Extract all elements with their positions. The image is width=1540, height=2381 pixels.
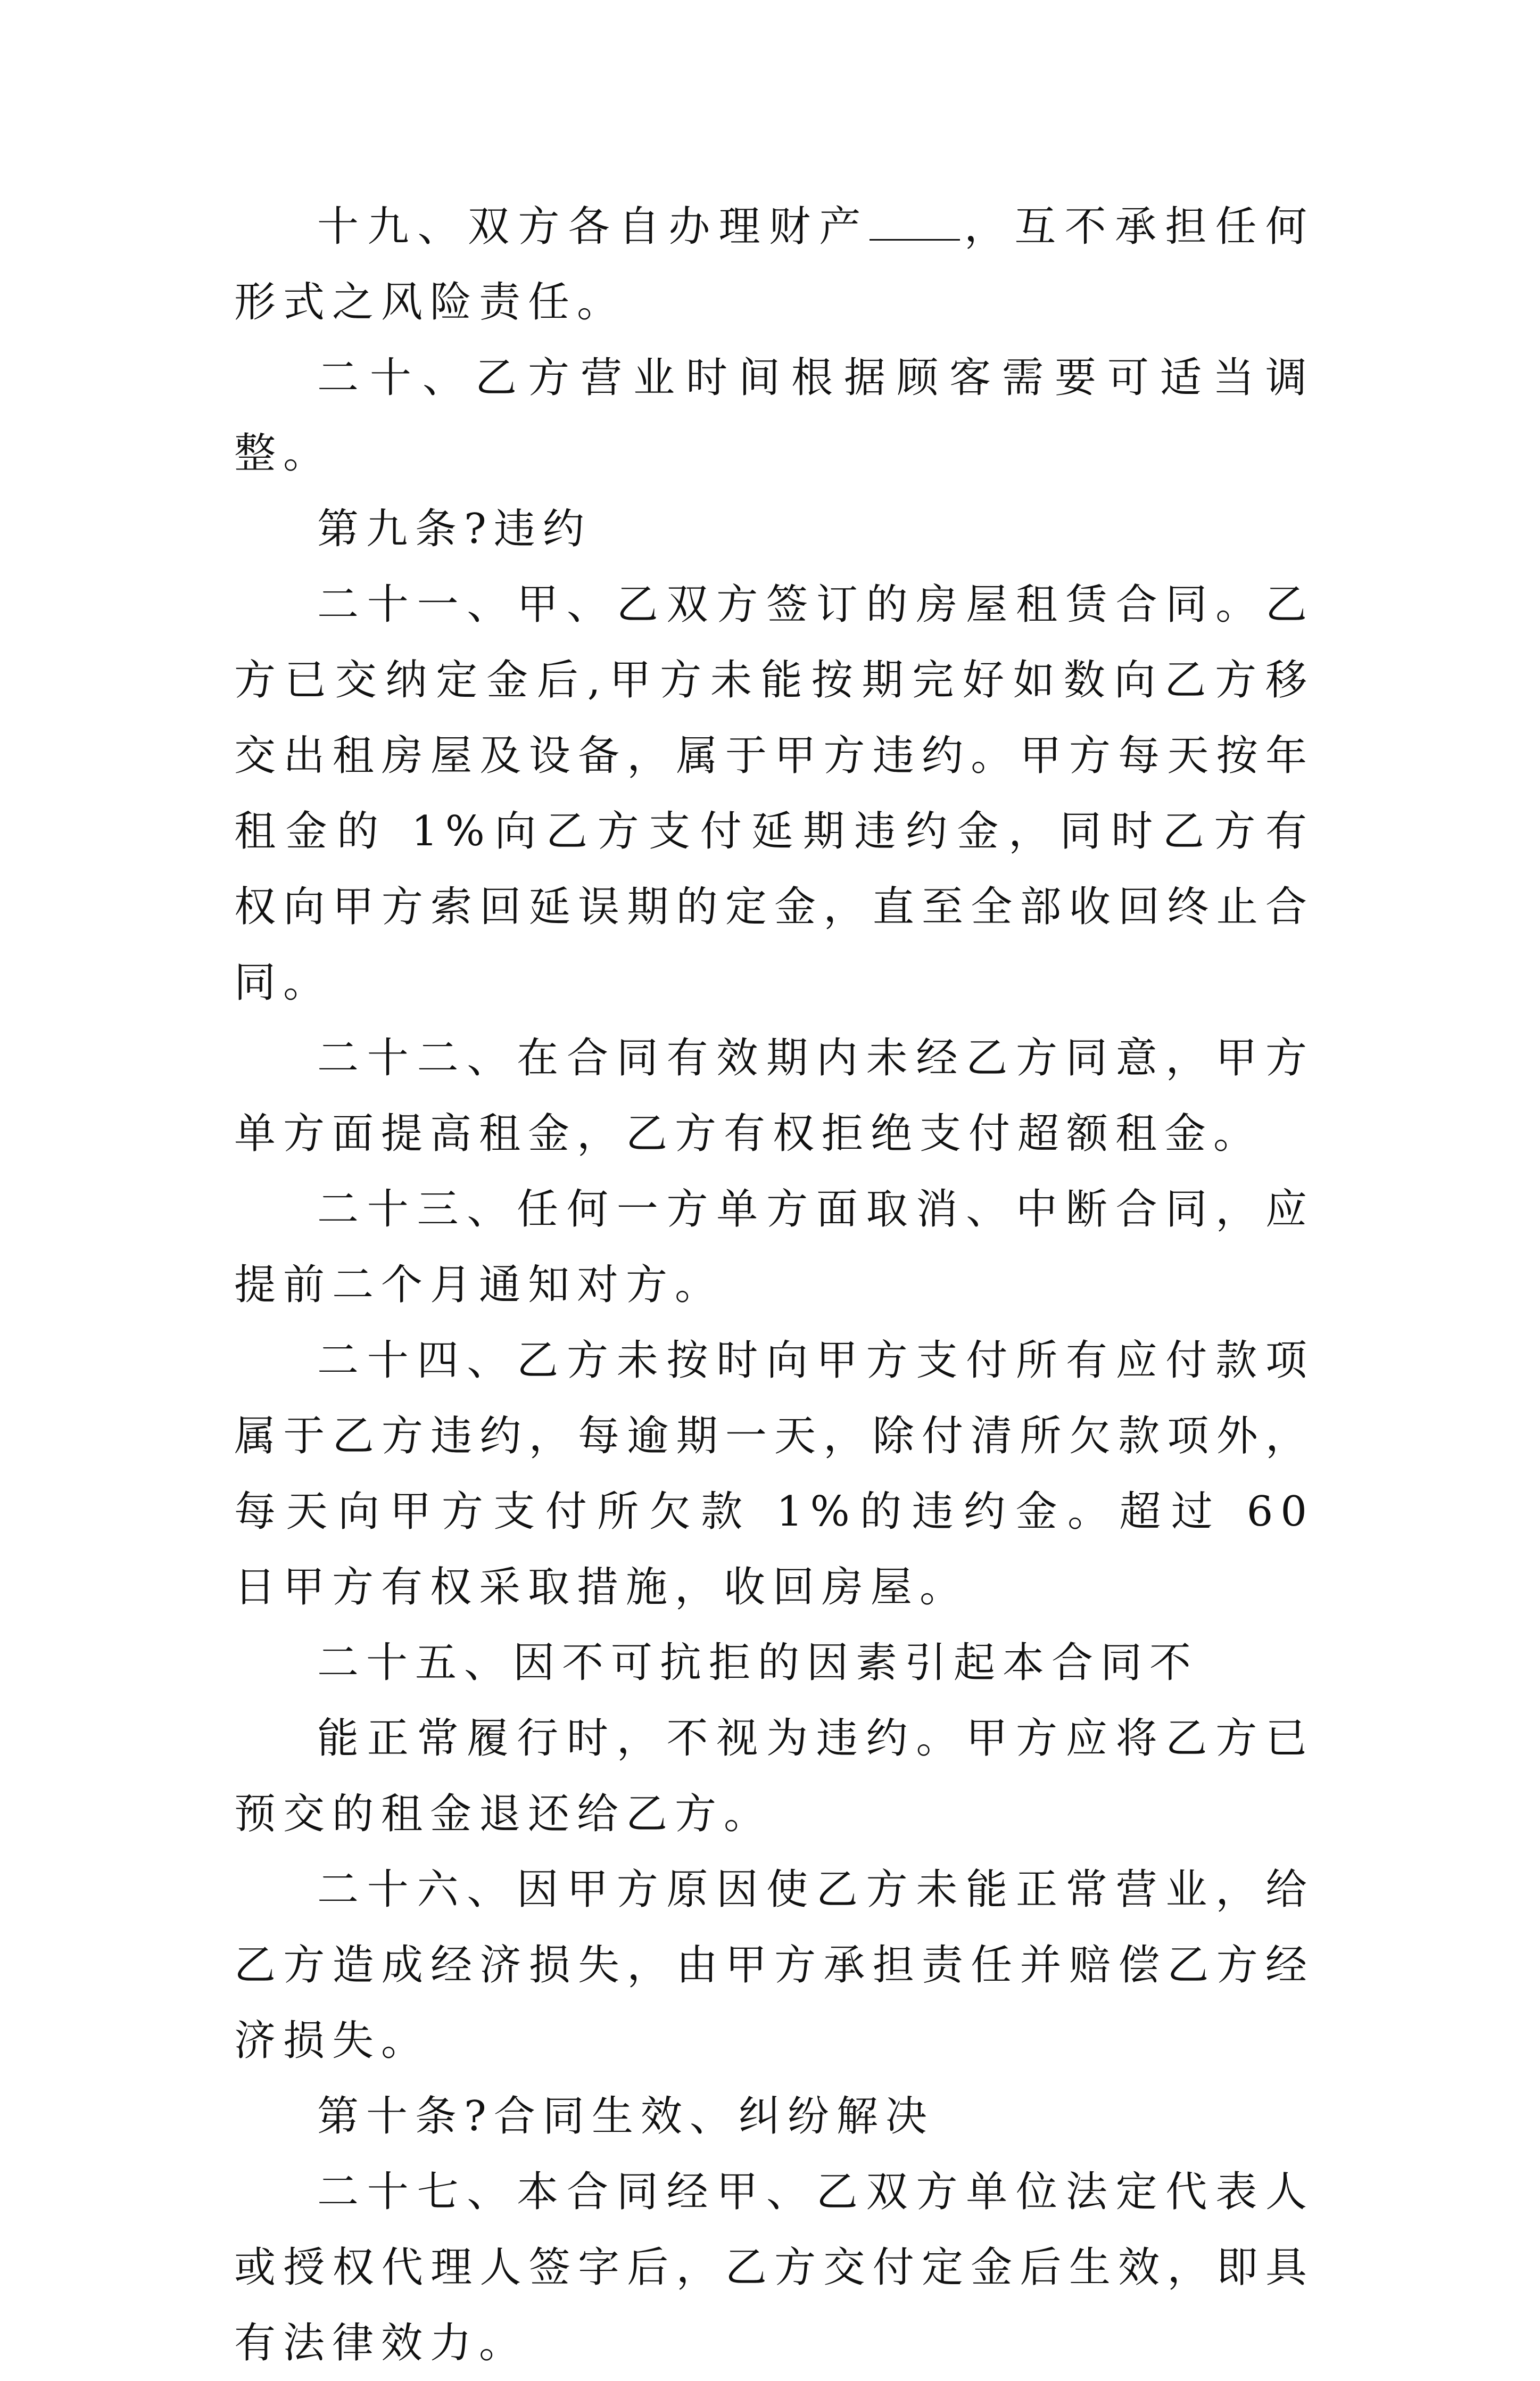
clause-25-line-1: 二十五、因不可抗拒的因素引起本合同不 bbox=[317, 1639, 1199, 1687]
clause-20: 二十、乙方营业时间根据顾客需要可适当调整。 bbox=[234, 354, 1314, 477]
article-9-heading: 第九条?违约 bbox=[317, 505, 592, 553]
clause-22: 二十二、在合同有效期内未经乙方同意，甲方单方面提高租金，乙方有权拒绝支付超额租金。 bbox=[234, 1034, 1314, 1158]
clause-24: 二十四、乙方未按时向甲方支付所有应付款项属于乙方违约，每逾期一天，除付清所欠款项外，每天向甲方支付所欠款 1%的违约金。超过 60 日甲方有权采取措施，收回房屋。 bbox=[234, 1337, 1314, 1611]
clause-27: 二十七、本合同经甲、乙双方单位法定代表人或授权代理人签字后，乙方交付定金后生效，即具有法律效力。 bbox=[234, 2168, 1314, 2367]
document-body bbox=[234, 189, 1314, 2381]
clause-19-text-after: ，互不承担任何形式之风险责任。 bbox=[234, 203, 1314, 326]
clause-21: 二十一、甲、乙双方签订的房屋租赁合同。乙方已交纳定金后,甲方未能按期完好如数向乙方移交出租房屋及设备，属于甲方违约。甲方每天按年租金的 1%向乙方支付延期违约金，同时乙方有权向甲方索回延误期的定金，直至全部收回终止合同。 bbox=[234, 581, 1314, 1007]
clause-19-text-before: 十九、双方各自办理财产 bbox=[317, 203, 870, 251]
article-10-heading: 第十条?合同生效、纠纷解决 bbox=[317, 2092, 934, 2140]
clause-25-continuation: 能正常履行时，不视为违约。甲方应将乙方已预交的租金退还给乙方。 bbox=[234, 1715, 1314, 1838]
clause-19 bbox=[234, 189, 1314, 340]
clause-26: 二十六、因甲方原因使乙方未能正常营业，给乙方造成经济损失，由甲方承担责任并赔偿乙方经济损失。 bbox=[234, 1866, 1314, 2065]
fill-in-blank bbox=[870, 207, 960, 241]
clause-23: 二十三、任何一方单方面取消、中断合同，应提前二个月通知对方。 bbox=[234, 1185, 1314, 1309]
